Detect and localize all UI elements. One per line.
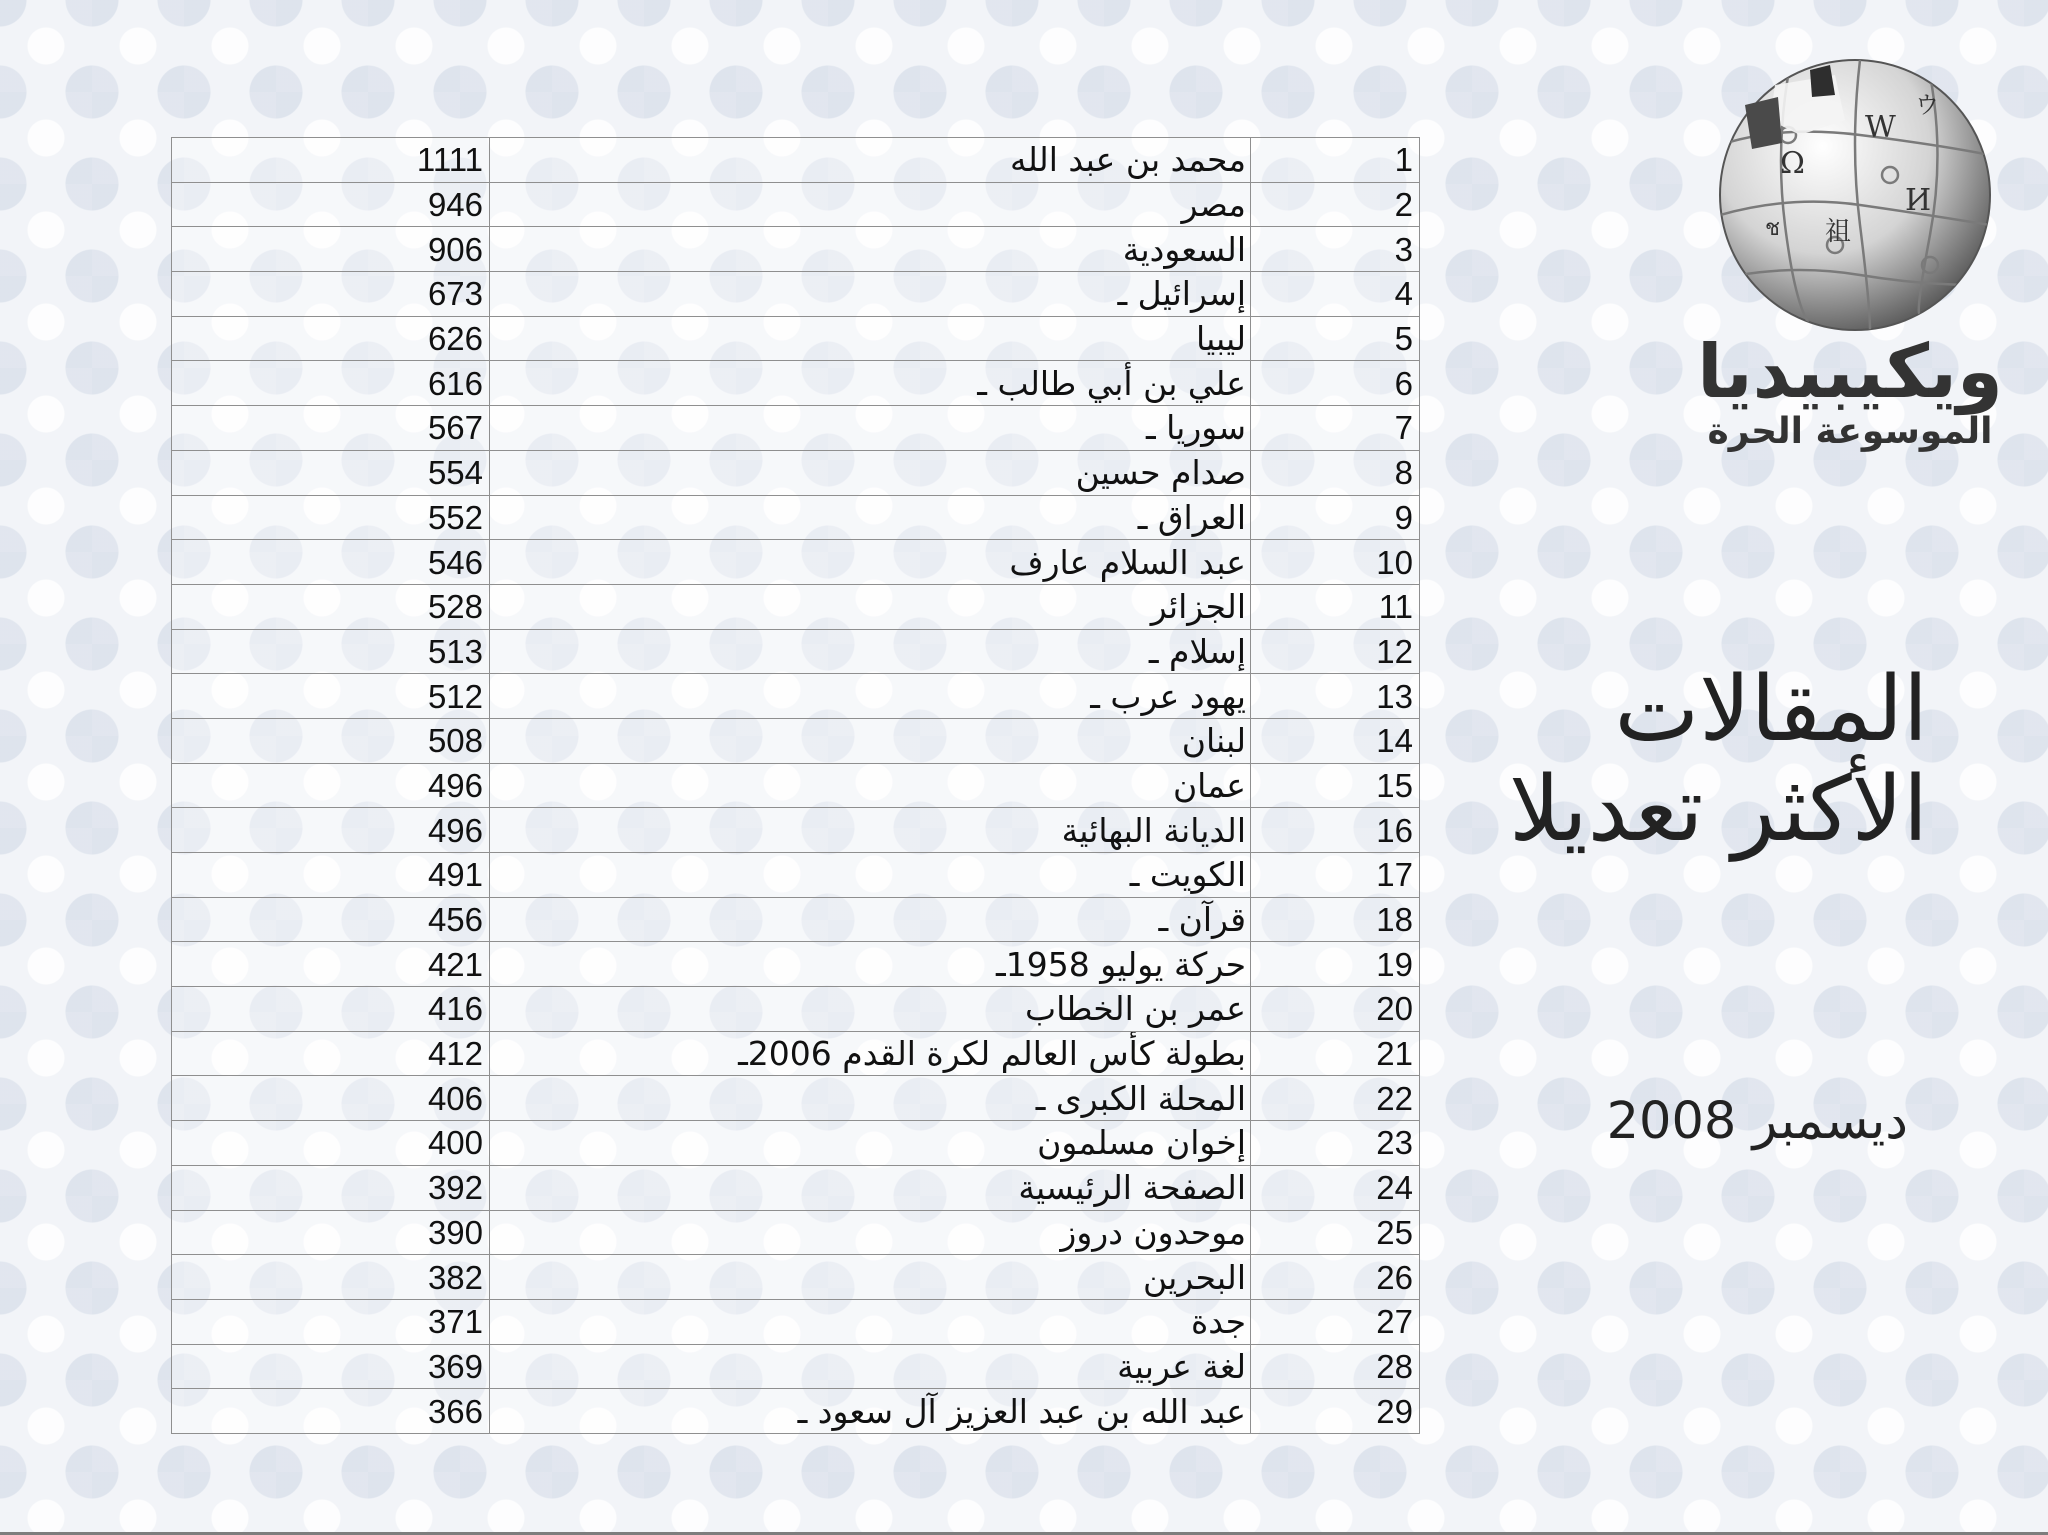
- article-title-cell: مصر: [490, 182, 1251, 227]
- article-title-cell: السعودية: [490, 227, 1251, 272]
- edit-count-cell: 400: [172, 1121, 490, 1166]
- table-row: [172, 674, 1420, 719]
- edit-count-cell: 552: [172, 495, 490, 540]
- rank-cell: 20: [1251, 987, 1420, 1032]
- article-title-cell: صدام حسين: [490, 450, 1251, 495]
- edit-count-cell: 456: [172, 897, 490, 942]
- article-title-cell: العراق ـ: [490, 495, 1251, 540]
- rank-cell: 9: [1251, 495, 1420, 540]
- logo-tagline: الموسوعة الحرة: [1707, 411, 1993, 452]
- wikipedia-globe-icon: [1660, 25, 2040, 455]
- article-title-cell: إخوان مسلمون: [490, 1121, 1251, 1166]
- article-title-cell: موحدون دروز: [490, 1210, 1251, 1255]
- article-title-cell: عمر بن الخطاب: [490, 987, 1251, 1032]
- edit-count-cell: 369: [172, 1344, 490, 1389]
- table-row: [172, 942, 1420, 987]
- svg-text:Ω: Ω: [1780, 146, 1805, 181]
- article-title-cell: حركة يوليو 1958ـ: [490, 942, 1251, 987]
- edit-count-cell: 946: [172, 182, 490, 227]
- edit-count-cell: 406: [172, 1076, 490, 1121]
- svg-text:W: W: [1865, 110, 1896, 145]
- table-row: [172, 1076, 1420, 1121]
- edit-count-cell: 673: [172, 272, 490, 317]
- rank-cell: 26: [1251, 1255, 1420, 1300]
- rank-cell: 27: [1251, 1299, 1420, 1344]
- title-line-2: الأكثر تعديلا: [1508, 757, 1928, 862]
- table-row: [172, 450, 1420, 495]
- rank-cell: 3: [1251, 227, 1420, 272]
- table-row: [172, 182, 1420, 227]
- edit-count-cell: 371: [172, 1299, 490, 1344]
- edit-count-cell: 412: [172, 1031, 490, 1076]
- rank-cell: 16: [1251, 808, 1420, 853]
- article-title-cell: الصفحة الرئيسية: [490, 1165, 1251, 1210]
- table-row: [172, 584, 1420, 629]
- table-row: [172, 406, 1420, 451]
- rank-cell: 22: [1251, 1076, 1420, 1121]
- table-row: [172, 1255, 1420, 1300]
- page-title: [1368, 657, 1928, 862]
- edit-count-cell: 496: [172, 763, 490, 808]
- rank-cell: 19: [1251, 942, 1420, 987]
- table-row: [172, 897, 1420, 942]
- rank-cell: 7: [1251, 406, 1420, 451]
- article-title-cell: الديانة البهائية: [490, 808, 1251, 853]
- rank-cell: 5: [1251, 316, 1420, 361]
- table-row: [172, 361, 1420, 406]
- rank-cell: 11: [1251, 584, 1420, 629]
- article-title-cell: البحرين: [490, 1255, 1251, 1300]
- article-title-cell: قرآن ـ: [490, 897, 1251, 942]
- article-title-cell: المحلة الكبرى ـ: [490, 1076, 1251, 1121]
- edit-count-cell: 513: [172, 629, 490, 674]
- rank-cell: 25: [1251, 1210, 1420, 1255]
- article-title-cell: عمان: [490, 763, 1251, 808]
- edit-count-cell: 626: [172, 316, 490, 361]
- edit-count-cell: 512: [172, 674, 490, 719]
- rank-cell: 1: [1251, 138, 1420, 183]
- rank-cell: 2: [1251, 182, 1420, 227]
- most-edited-articles-table: [171, 137, 1420, 1434]
- table-row: [172, 808, 1420, 853]
- article-title-cell: عبد السلام عارف: [490, 540, 1251, 585]
- edit-count-cell: 554: [172, 450, 490, 495]
- article-title-cell: الجزائر: [490, 584, 1251, 629]
- edit-count-cell: 496: [172, 808, 490, 853]
- article-title-cell: محمد بن عبد الله: [490, 138, 1251, 183]
- rank-cell: 17: [1251, 853, 1420, 898]
- table-row: [172, 987, 1420, 1032]
- article-title-cell: سوريا ـ: [490, 406, 1251, 451]
- edit-count-cell: 392: [172, 1165, 490, 1210]
- article-title-cell: جدة: [490, 1299, 1251, 1344]
- table-row: [172, 227, 1420, 272]
- article-title-cell: إسرائيل ـ: [490, 272, 1251, 317]
- edit-count-cell: 416: [172, 987, 490, 1032]
- rank-cell: 21: [1251, 1031, 1420, 1076]
- table-body: [172, 138, 1420, 1434]
- rank-cell: 6: [1251, 361, 1420, 406]
- table-row: [172, 1389, 1420, 1434]
- table-row: [172, 138, 1420, 183]
- date-label: ديسمبر 2008: [1606, 1092, 1908, 1151]
- rank-cell: 28: [1251, 1344, 1420, 1389]
- title-line-1: المقالات: [1614, 657, 1928, 762]
- edit-count-cell: 616: [172, 361, 490, 406]
- table-row: [172, 540, 1420, 585]
- table-row: [172, 1031, 1420, 1076]
- wikipedia-logo: [1660, 25, 2040, 455]
- table-row: [172, 272, 1420, 317]
- article-title-cell: عبد الله بن عبد العزيز آل سعود ـ: [490, 1389, 1251, 1434]
- rank-cell: 15: [1251, 763, 1420, 808]
- article-title-cell: إسلام ـ: [490, 629, 1251, 674]
- article-title-cell: الكويت ـ: [490, 853, 1251, 898]
- edit-count-cell: 421: [172, 942, 490, 987]
- article-title-cell: لبنان: [490, 718, 1251, 763]
- svg-text:ウ: ウ: [1915, 91, 1939, 119]
- rank-cell: 13: [1251, 674, 1420, 719]
- rank-cell: 10: [1251, 540, 1420, 585]
- svg-text:И: И: [1905, 183, 1932, 218]
- article-title-cell: يهود عرب ـ: [490, 674, 1251, 719]
- rank-cell: 8: [1251, 450, 1420, 495]
- table-row: [172, 1210, 1420, 1255]
- edit-count-cell: 528: [172, 584, 490, 629]
- rank-cell: 18: [1251, 897, 1420, 942]
- edit-count-cell: 546: [172, 540, 490, 585]
- edit-count-cell: 906: [172, 227, 490, 272]
- rank-cell: 24: [1251, 1165, 1420, 1210]
- table-row: [172, 718, 1420, 763]
- rank-cell: 12: [1251, 629, 1420, 674]
- article-title-cell: علي بن أبي طالب ـ: [490, 361, 1251, 406]
- table-row: [172, 763, 1420, 808]
- rank-cell: 4: [1251, 272, 1420, 317]
- rank-cell: 23: [1251, 1121, 1420, 1166]
- edit-count-cell: 390: [172, 1210, 490, 1255]
- rank-cell: 29: [1251, 1389, 1420, 1434]
- table-row: [172, 853, 1420, 898]
- table-row: [172, 1299, 1420, 1344]
- edit-count-cell: 567: [172, 406, 490, 451]
- svg-text:ช: ช: [1765, 216, 1780, 241]
- table-row: [172, 629, 1420, 674]
- table-row: [172, 1165, 1420, 1210]
- logo-wordmark: ويكيبيديا: [1697, 329, 2003, 415]
- table-row: [172, 495, 1420, 540]
- edit-count-cell: 382: [172, 1255, 490, 1300]
- edit-count-cell: 508: [172, 718, 490, 763]
- article-title-cell: بطولة كأس العالم لكرة القدم 2006ـ: [490, 1031, 1251, 1076]
- table-row: [172, 1344, 1420, 1389]
- edit-count-cell: 366: [172, 1389, 490, 1434]
- svg-text:祖: 祖: [1825, 217, 1852, 247]
- article-title-cell: لغة عربية: [490, 1344, 1251, 1389]
- article-title-cell: ليبيا: [490, 316, 1251, 361]
- edit-count-cell: 491: [172, 853, 490, 898]
- table-row: [172, 316, 1420, 361]
- edit-count-cell: 1111: [172, 138, 490, 183]
- rank-cell: 14: [1251, 718, 1420, 763]
- table-row: [172, 1121, 1420, 1166]
